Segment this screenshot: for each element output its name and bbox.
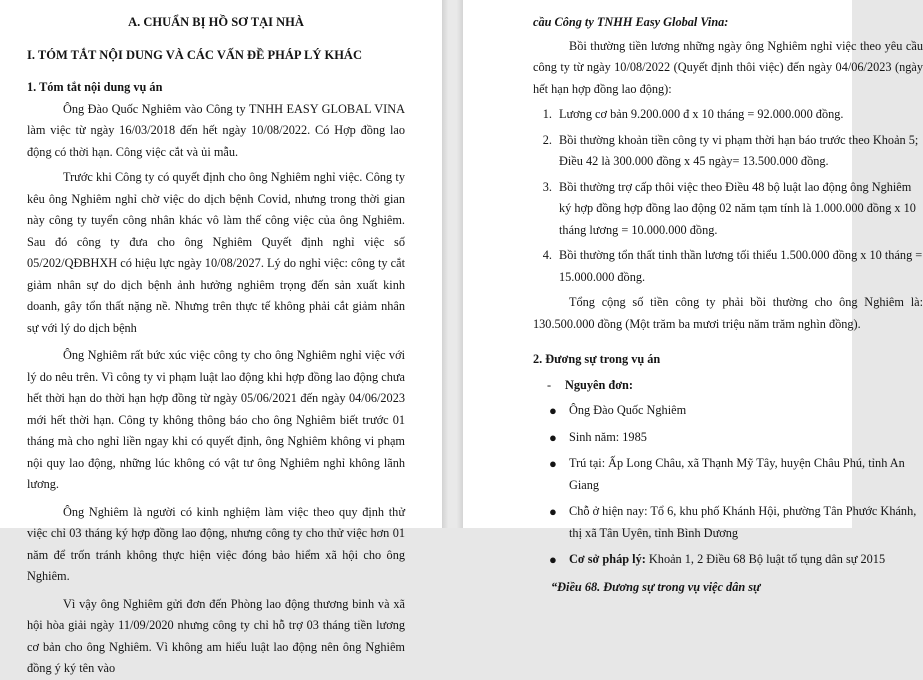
page-gutter: [442, 0, 463, 528]
page-right-content: [533, 12, 923, 598]
compensation-list: [533, 104, 923, 288]
legal-basis-label: Cơ sở pháp lý:: [569, 552, 646, 566]
document-page-right: [463, 0, 923, 594]
plaintiff-label: [533, 375, 923, 397]
list-item: 2. Bồi thường khoản tiền công ty vi phạm thời hạn báo trước theo Khoản 5; Điều 42 là 300.000 đồng x 45 ngày= 13.500.000 đồng.: [555, 130, 923, 173]
list-item: [547, 549, 923, 571]
section-title-i: I. TÓM TẮT NỘI DUNG VÀ CÁC VẤN ĐỀ PHÁP LÝ KHÁC: [27, 47, 362, 62]
list-item: [547, 453, 923, 496]
paragraph: Trước khi Công ty có quyết định cho ông Nghiêm nghỉ việc. Công ty kêu ông Nghiêm nghỉ chờ việc do dịch bệnh Covid, nhưng trong thời gian này công ty tuyển công nhân khác vô làm thế công việc của ông Nghiêm. Sau đó công ty đưa cho ông Nghiêm Quyết định nghỉ việc số 05/202/QĐBHXH có hiệu lực ngày 10/08/2027. Lý do nghỉ việc: công ty cắt giảm nhân sự do dịch bệnh ảnh hưởng nghiêm trọng đến sản xuất kinh doanh, gây tổn thất nặng nề. Nhưng trên thực tế không phải cắt giảm nhân sự với lý do dịch bệnh: [27, 170, 405, 335]
paragraph: Ông Đào Quốc Nghiêm vào Công ty TNHH EASY GLOBAL VINA làm việc từ ngày 16/03/2018 đến hết ngày 10/08/2022. Có Hợp đồng lao động có thời hạn. Công việc cắt và ủi mẫu.: [27, 101, 405, 159]
bullet-icon: ●: [549, 456, 557, 471]
bullet-icon: ●: [549, 403, 557, 418]
compensation-intro: Bồi thường tiền lương những ngày ông Nghiêm nghỉ việc theo yêu cầu công ty từ ngày 10/08/2022 (Quyết định thôi việc) đến ngày 04/06/2023 (ngày hết hạn hợp đồng lao động):: [533, 38, 923, 96]
paragraph: Ông Nghiêm rất bức xúc việc công ty cho ông Nghiêm nghỉ việc với lý do nêu trên. Vì công ty vi phạm luật lao động khi hợp đồng lao động chưa hết thời hạn do thời hạn hợp đồng từ ngày 05/06/2021 đến ngày 04/06/2023 mới hết thời hạn. Công ty không thông báo cho ông Nghiêm biết trước 01 tháng mà cho nghỉ liền ngay khi có quyết định, ông Nghiêm không vi phạm nội quy lao động, những lúc không có vật tư ông Nghiêm nghỉ không lãnh lương.: [27, 348, 405, 491]
plaintiff-current-address: Chỗ ở hiện nay: Tổ 6, khu phố Khánh Hội, phường Tân Phước Khánh, thị xã Tân Uyên, tỉnh Bình Dương: [569, 504, 917, 540]
list-item: [547, 400, 923, 422]
plaintiff-residence: Trú tại: Ấp Long Châu, xã Thạnh Mỹ Tây, huyện Châu Phú, tỉnh An Giang: [569, 456, 905, 492]
dash-marker: -: [547, 377, 552, 392]
list-item: 1. Lương cơ bản 9.200.000 đ x 10 tháng = 92.000.000 đồng.: [555, 104, 923, 126]
bullet-icon: ●: [549, 429, 557, 445]
bullet-icon: ●: [549, 552, 557, 567]
paragraph: Vì vậy ông Nghiêm gửi đơn đến Phòng lao động thương binh và xã hội hòa giải ngày 11/09/2020 nhưng công ty chỉ hỗ trợ 03 tháng tiền lương cơ bản cho ông Nghiêm. Vì không am hiểu luật lao động nên ông Nghiêm đồng ý ký tên vào: [27, 596, 405, 675]
list-item: 3. Bồi thường trợ cấp thôi việc theo Điều 48 bộ luật lao động ông Nghiêm ký hợp đồng hợp đồng lao động 02 năm tạm tính là 1.000.000 đồng x 10 tháng lương = 10.000.000 đồng.: [555, 177, 923, 242]
plaintiff-label-text: Nguyên đơn:: [565, 377, 633, 392]
carry-over-heading: cầu Công ty TNHH Easy Global Vina:: [533, 15, 729, 29]
article-quote: “Điều 68. Đương sự trong vụ việc dân sự: [551, 579, 761, 594]
plaintiff-name: Ông Đào Quốc Nghiêm: [569, 403, 687, 417]
plaintiff-details: [533, 400, 923, 571]
section-title-a: A. CHUẨN BỊ HỒ SƠ TẠI NHÀ: [128, 15, 304, 29]
list-item: [547, 427, 923, 449]
heading-parties: 2. Đương sự trong vụ án: [533, 352, 661, 366]
list-item: 4. Bồi thường tổn thất tinh thần lương tối thiểu 1.500.000 đồng x 10 tháng = 15.000.000 đồng.: [555, 245, 923, 288]
document-page-left: [0, 0, 442, 675]
plaintiff-birth: Sinh năm: 1985: [569, 429, 647, 444]
heading-case-summary: 1. Tóm tắt nội dung vụ án: [27, 80, 163, 94]
bullet-icon: ●: [549, 504, 557, 519]
legal-basis-text: Khoản 1, 2 Điều 68 Bộ luật tố tụng dân sự 2015: [645, 552, 886, 566]
list-item: [547, 501, 923, 544]
paragraph: Ông Nghiêm là người có kinh nghiệm làm việc theo quy định thử việc chỉ 03 tháng ký hợp đồng lao động, nhưng công ty cho thử việc hơn 01 năm để trốn tránh không thực hiện việc đóng bảo hiểm xã hội cho ông Nghiêm.: [27, 504, 405, 583]
page-left-content: [27, 12, 405, 680]
compensation-total: Tổng cộng số tiền công ty phải bồi thường cho ông Nghiêm là: 130.500.000 đồng (Một trăm ba mươi triệu năm trăm nghìn đồng).: [533, 295, 923, 331]
